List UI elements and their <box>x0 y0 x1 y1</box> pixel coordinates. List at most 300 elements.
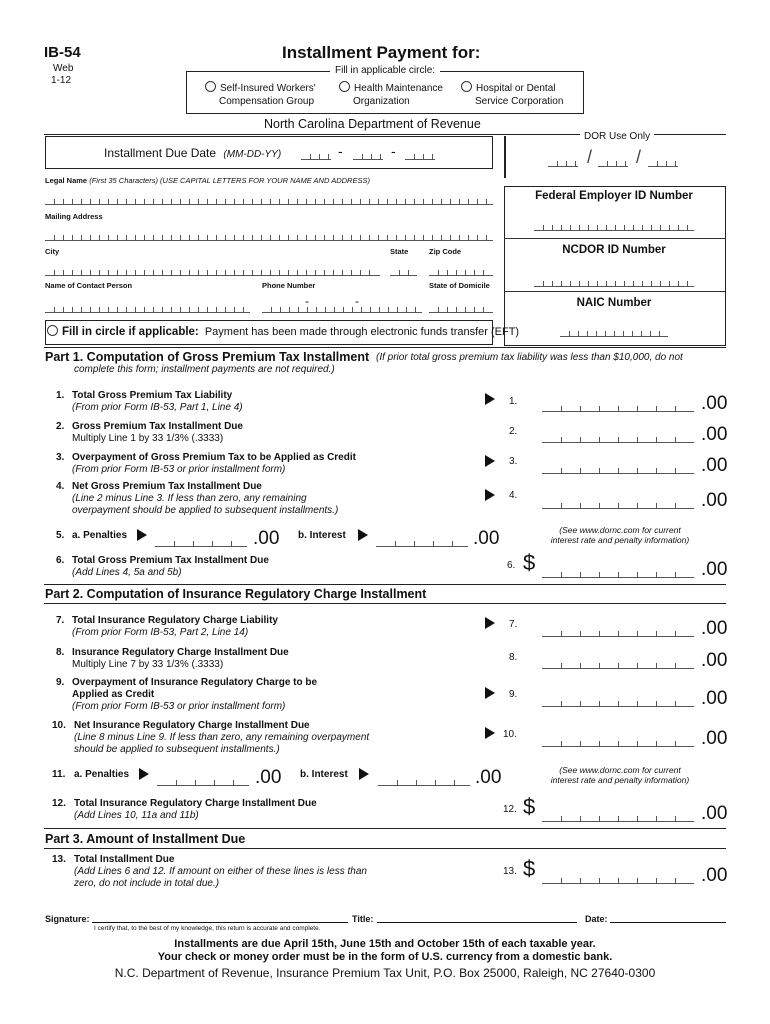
comb-tick <box>675 878 676 883</box>
mailing-address-label: Mailing Address <box>45 212 103 221</box>
line-number: 1. <box>56 390 65 401</box>
comb-tick <box>637 406 638 411</box>
comb-tick <box>207 235 208 240</box>
dash: - <box>338 143 343 159</box>
cents: .00 <box>701 490 728 511</box>
legal-name-input[interactable] <box>45 198 493 205</box>
comb-tick <box>279 270 280 275</box>
comb-tick <box>252 199 253 204</box>
comb-tick <box>397 307 398 312</box>
contact-input[interactable] <box>45 306 250 313</box>
comb-tick <box>618 878 619 883</box>
line13-amount[interactable] <box>542 877 694 884</box>
comb-tick <box>618 437 619 442</box>
dollar-sign: $ <box>523 856 536 881</box>
comb-tick <box>618 468 619 473</box>
comb-tick <box>343 307 344 312</box>
comb-tick <box>342 199 343 204</box>
comb-tick <box>656 437 657 442</box>
comb-tick <box>54 270 55 275</box>
comb-tick <box>599 701 600 706</box>
comb-tick <box>216 199 217 204</box>
comb-tick <box>225 199 226 204</box>
line5b-interest-amount[interactable] <box>376 540 468 547</box>
comb-tick <box>588 225 589 230</box>
comb-tick <box>637 701 638 706</box>
comb-tick <box>599 663 600 668</box>
comb-tick <box>561 503 562 508</box>
line10-text: Net Insurance Regulatory Charge Installment Due (Line 8 minus Line 9. If less than zero, any remaining overpayment should be applied to subsequent installments.) <box>74 720 370 755</box>
comb-tick <box>370 307 371 312</box>
comb-tick <box>656 741 657 746</box>
comb-tick <box>195 780 196 785</box>
comb-tick <box>459 199 460 204</box>
due-date-label: Installment Due Date (MM-DD-YY) <box>104 146 282 160</box>
line-number: 2. <box>56 421 65 432</box>
comb-tick <box>675 161 676 166</box>
comb-tick <box>580 437 581 442</box>
comb-tick <box>566 161 567 166</box>
comb-tick <box>135 270 136 275</box>
radio-circle-icon[interactable] <box>461 81 472 92</box>
comb-tick <box>189 270 190 275</box>
comb-tick <box>144 235 145 240</box>
date-label: Date: <box>585 914 608 924</box>
line-ref: 12. <box>503 804 517 815</box>
comb-tick <box>687 225 688 230</box>
domicile-input[interactable] <box>429 306 493 313</box>
comb-tick <box>99 307 100 312</box>
city-input[interactable] <box>45 269 380 276</box>
line-ref: 8. <box>509 652 518 663</box>
comb-tick <box>126 270 127 275</box>
dash: - <box>391 143 396 159</box>
eft-option[interactable]: Fill in circle if applicable: Payment has been made through electronic funds transfer (EFT) <box>47 325 519 338</box>
interest-label: b. Interest <box>298 530 346 541</box>
comb-tick <box>656 631 657 636</box>
comb-tick <box>261 199 262 204</box>
comb-tick <box>438 307 439 312</box>
comb-tick <box>171 270 172 275</box>
comb-tick <box>624 281 625 286</box>
comb-tick <box>561 816 562 821</box>
dor-use-field <box>648 160 678 167</box>
due-date-yy[interactable] <box>405 153 435 160</box>
comb-tick <box>81 270 82 275</box>
comb-tick <box>135 235 136 240</box>
cents: .00 <box>701 424 728 445</box>
comb-tick <box>414 199 415 204</box>
comb-tick <box>189 199 190 204</box>
comb-tick <box>618 816 619 821</box>
comb-tick <box>642 225 643 230</box>
slash: / <box>587 147 593 167</box>
rate-info-note: (See www.dornc.com for current interest rate and penalty information) <box>550 765 690 785</box>
comb-tick <box>108 307 109 312</box>
cents: .00 <box>475 767 502 788</box>
line4-amount[interactable] <box>542 502 694 509</box>
cents: .00 <box>701 803 728 824</box>
comb-tick <box>72 235 73 240</box>
phone-label: Phone Number <box>262 281 316 290</box>
comb-tick <box>656 878 657 883</box>
comb-tick <box>362 154 363 159</box>
signature-line[interactable] <box>92 922 348 923</box>
comb-tick <box>288 270 289 275</box>
comb-tick <box>474 270 475 275</box>
phone-input[interactable] <box>262 306 422 313</box>
state-input[interactable] <box>390 269 417 276</box>
comb-tick <box>656 663 657 668</box>
comb-tick <box>54 235 55 240</box>
cents: .00 <box>701 728 728 749</box>
comb-tick <box>360 199 361 204</box>
comb-tick <box>171 199 172 204</box>
comb-tick <box>135 307 136 312</box>
comb-tick <box>486 235 487 240</box>
comb-tick <box>189 235 190 240</box>
comb-tick <box>615 281 616 286</box>
comb-tick <box>176 780 177 785</box>
comb-tick <box>396 199 397 204</box>
date-line[interactable] <box>610 922 726 923</box>
divider <box>44 603 726 604</box>
comb-tick <box>270 235 271 240</box>
radio-circle-icon[interactable] <box>205 81 216 92</box>
comb-tick <box>144 199 145 204</box>
comb-tick <box>99 199 100 204</box>
comb-tick <box>414 154 415 159</box>
comb-tick <box>90 199 91 204</box>
comb-tick <box>597 225 598 230</box>
comb-tick <box>261 235 262 240</box>
option-self-insured[interactable]: Self-Insured Workers' Compensation Group <box>205 81 316 108</box>
mailing-address-input[interactable] <box>45 234 493 241</box>
comb-tick <box>360 235 361 240</box>
line7-amount[interactable] <box>542 630 694 637</box>
comb-tick <box>477 199 478 204</box>
fein-input[interactable] <box>534 224 694 231</box>
naic-label: NAIC Number <box>576 297 652 309</box>
comb-tick <box>606 225 607 230</box>
comb-tick <box>279 199 280 204</box>
comb-tick <box>637 503 638 508</box>
comb-tick <box>342 235 343 240</box>
due-date-dd[interactable] <box>353 153 383 160</box>
comb-tick <box>675 701 676 706</box>
department-name: North Carolina Department of Revenue <box>264 117 481 131</box>
comb-tick <box>361 307 362 312</box>
penalties-label: a. Penalties <box>72 530 128 541</box>
part3-title: Part 3. Amount of Installment Due <box>45 832 246 846</box>
comb-tick <box>271 307 272 312</box>
comb-tick <box>570 281 571 286</box>
part2-title: Part 2. Computation of Insurance Regulatory Charge Installment <box>45 587 427 601</box>
comb-tick <box>675 663 676 668</box>
line-ref: 9. <box>509 689 518 700</box>
comb-tick <box>607 161 608 166</box>
comb-tick <box>371 154 372 159</box>
option-hmo[interactable]: Health Maintenance Organization <box>339 81 443 108</box>
line11a-penalties-amount[interactable] <box>157 779 249 786</box>
comb-tick <box>297 199 298 204</box>
divider <box>504 238 725 239</box>
footer-address: N.C. Department of Revenue, Insurance Premium Tax Unit, P.O. Box 25000, Raleigh, NC 27640-0300 <box>114 966 656 980</box>
comb-tick <box>351 235 352 240</box>
line-number: 5. <box>56 530 65 541</box>
form-version: 1-12 <box>51 75 72 86</box>
comb-tick <box>651 281 652 286</box>
comb-tick <box>599 741 600 746</box>
line8-amount[interactable] <box>542 662 694 669</box>
ncdor-input[interactable] <box>534 280 694 287</box>
certify-text: I certify that, to the best of my knowledge, this return is accurate and complete. <box>94 925 321 932</box>
comb-tick <box>325 307 326 312</box>
line1-amount[interactable] <box>542 405 694 412</box>
comb-tick <box>570 225 571 230</box>
comb-tick <box>315 199 316 204</box>
line3-amount[interactable] <box>542 467 694 474</box>
comb-tick <box>641 331 642 336</box>
comb-tick <box>216 235 217 240</box>
comb-tick <box>298 307 299 312</box>
comb-tick <box>483 270 484 275</box>
comb-tick <box>288 199 289 204</box>
line7-text: Total Insurance Regulatory Charge Liability (From prior Form IB-53, Part 2, Line 14) <box>72 615 278 638</box>
option-hospital-dental[interactable]: Hospital or Dental Service Corporation <box>461 81 563 108</box>
comb-tick <box>63 270 64 275</box>
city-label: City <box>45 247 60 256</box>
zip-input[interactable] <box>429 269 493 276</box>
comb-tick <box>675 572 676 577</box>
comb-tick <box>117 235 118 240</box>
signature-label: Signature: <box>45 914 90 924</box>
comb-tick <box>456 307 457 312</box>
arrow-right-icon <box>485 617 495 629</box>
comb-tick <box>669 281 670 286</box>
arrow-right-icon <box>485 727 495 739</box>
comb-tick <box>637 631 638 636</box>
comb-tick <box>580 878 581 883</box>
comb-tick <box>624 225 625 230</box>
comb-tick <box>651 225 652 230</box>
comb-tick <box>675 503 676 508</box>
comb-tick <box>675 468 676 473</box>
comb-tick <box>126 307 127 312</box>
comb-tick <box>569 331 570 336</box>
comb-tick <box>596 331 597 336</box>
comb-tick <box>144 270 145 275</box>
comb-tick <box>243 235 244 240</box>
comb-tick <box>63 235 64 240</box>
comb-tick <box>599 572 600 577</box>
comb-tick <box>333 235 334 240</box>
divider <box>504 291 725 292</box>
comb-tick <box>81 199 82 204</box>
comb-tick <box>465 270 466 275</box>
title-line[interactable] <box>377 922 577 923</box>
comb-tick <box>580 663 581 668</box>
zip-label: Zip Code <box>429 247 462 256</box>
arrow-right-icon <box>485 489 495 501</box>
comb-tick <box>656 572 657 577</box>
comb-tick <box>234 235 235 240</box>
line11b-interest-amount[interactable] <box>378 779 470 786</box>
comb-tick <box>288 235 289 240</box>
comb-tick <box>90 307 91 312</box>
line12-amount[interactable] <box>542 815 694 822</box>
radio-circle-icon[interactable] <box>47 325 58 336</box>
comb-tick <box>231 541 232 546</box>
comb-tick <box>675 741 676 746</box>
comb-tick <box>270 270 271 275</box>
line-number: 11. <box>52 769 66 780</box>
comb-tick <box>678 281 679 286</box>
comb-tick <box>468 235 469 240</box>
comb-tick <box>360 270 361 275</box>
comb-tick <box>297 235 298 240</box>
contact-label: Name of Contact Person <box>45 281 133 290</box>
comb-tick <box>153 307 154 312</box>
naic-input[interactable] <box>560 330 668 337</box>
dash: - <box>355 294 359 308</box>
comb-tick <box>659 331 660 336</box>
line-number: 10. <box>52 720 66 731</box>
comb-tick <box>126 235 127 240</box>
comb-tick <box>234 307 235 312</box>
comb-tick <box>656 816 657 821</box>
comb-tick <box>459 235 460 240</box>
line-number: 8. <box>56 647 65 658</box>
comb-tick <box>180 199 181 204</box>
comb-tick <box>454 780 455 785</box>
line-ref: 1. <box>509 396 518 407</box>
comb-tick <box>575 161 576 166</box>
domicile-label: State of Domicile <box>429 281 490 290</box>
comb-tick <box>578 331 579 336</box>
comb-tick <box>328 154 329 159</box>
comb-tick <box>657 161 658 166</box>
part1-title: Part 1. Computation of Gross Premium Tax Installment <box>45 350 370 364</box>
comb-tick <box>408 270 409 275</box>
comb-tick <box>162 235 163 240</box>
comb-tick <box>233 780 234 785</box>
comb-tick <box>333 199 334 204</box>
line-number: 7. <box>56 615 65 626</box>
cents: .00 <box>255 767 282 788</box>
comb-tick <box>588 281 589 286</box>
comb-tick <box>378 235 379 240</box>
line-number: 13. <box>52 854 66 865</box>
comb-tick <box>456 270 457 275</box>
comb-tick <box>225 270 226 275</box>
comb-tick <box>441 235 442 240</box>
comb-tick <box>660 225 661 230</box>
comb-tick <box>599 816 600 821</box>
comb-tick <box>117 270 118 275</box>
comb-tick <box>599 468 600 473</box>
comb-tick <box>423 154 424 159</box>
comb-tick <box>261 270 262 275</box>
line6-amount[interactable] <box>542 571 694 578</box>
comb-tick <box>438 270 439 275</box>
comb-tick <box>423 235 424 240</box>
comb-tick <box>599 878 600 883</box>
line9-amount[interactable] <box>542 700 694 707</box>
comb-tick <box>216 307 217 312</box>
comb-tick <box>656 503 657 508</box>
cents: .00 <box>253 528 280 549</box>
comb-tick <box>280 307 281 312</box>
comb-tick <box>252 235 253 240</box>
comb-tick <box>450 235 451 240</box>
comb-tick <box>198 235 199 240</box>
comb-tick <box>580 572 581 577</box>
comb-tick <box>243 199 244 204</box>
comb-tick <box>561 437 562 442</box>
interest-label: b. Interest <box>300 769 348 780</box>
cents: .00 <box>701 393 728 414</box>
comb-tick <box>234 270 235 275</box>
arrow-right-icon <box>485 455 495 467</box>
comb-tick <box>465 307 466 312</box>
form-web: Web <box>53 63 74 74</box>
comb-tick <box>162 199 163 204</box>
comb-tick <box>468 199 469 204</box>
comb-tick <box>633 225 634 230</box>
due-date-mm[interactable] <box>301 153 331 160</box>
comb-tick <box>561 878 562 883</box>
comb-tick <box>433 541 434 546</box>
line13-text: Total Installment Due (Add Lines 6 and 12. If amount on either of these lines is less than zero, do not include in total due.) <box>74 854 367 889</box>
comb-tick <box>561 225 562 230</box>
comb-tick <box>618 663 619 668</box>
comb-tick <box>225 235 226 240</box>
comb-tick <box>193 541 194 546</box>
comb-tick <box>580 816 581 821</box>
comb-tick <box>108 235 109 240</box>
comb-tick <box>198 199 199 204</box>
line-number: 9. <box>56 677 65 688</box>
radio-circle-icon[interactable] <box>339 81 350 92</box>
arrow-right-icon <box>359 768 369 780</box>
dollar-sign: $ <box>523 794 536 819</box>
line5a-penalties-amount[interactable] <box>155 540 247 547</box>
cents: .00 <box>701 618 728 639</box>
comb-tick <box>198 270 199 275</box>
line8-text: Insurance Regulatory Charge Installment Due Multiply Line 7 by 33 1/3% (.3333) <box>72 647 289 670</box>
comb-tick <box>99 270 100 275</box>
line-ref: 3. <box>509 456 518 467</box>
line-number: 3. <box>56 452 65 463</box>
part1-note-cont: complete this form; installment payments are not required.) <box>74 364 335 375</box>
comb-tick <box>388 307 389 312</box>
comb-tick <box>162 307 163 312</box>
comb-tick <box>63 199 64 204</box>
comb-tick <box>108 199 109 204</box>
comb-tick <box>637 437 638 442</box>
line2-amount[interactable] <box>542 436 694 443</box>
comb-tick <box>334 307 335 312</box>
line10-amount[interactable] <box>542 740 694 747</box>
form-id: IB-54 <box>44 44 81 61</box>
comb-tick <box>452 541 453 546</box>
line-number: 6. <box>56 555 65 566</box>
comb-tick <box>633 281 634 286</box>
comb-tick <box>432 199 433 204</box>
comb-tick <box>599 631 600 636</box>
comb-tick <box>316 307 317 312</box>
